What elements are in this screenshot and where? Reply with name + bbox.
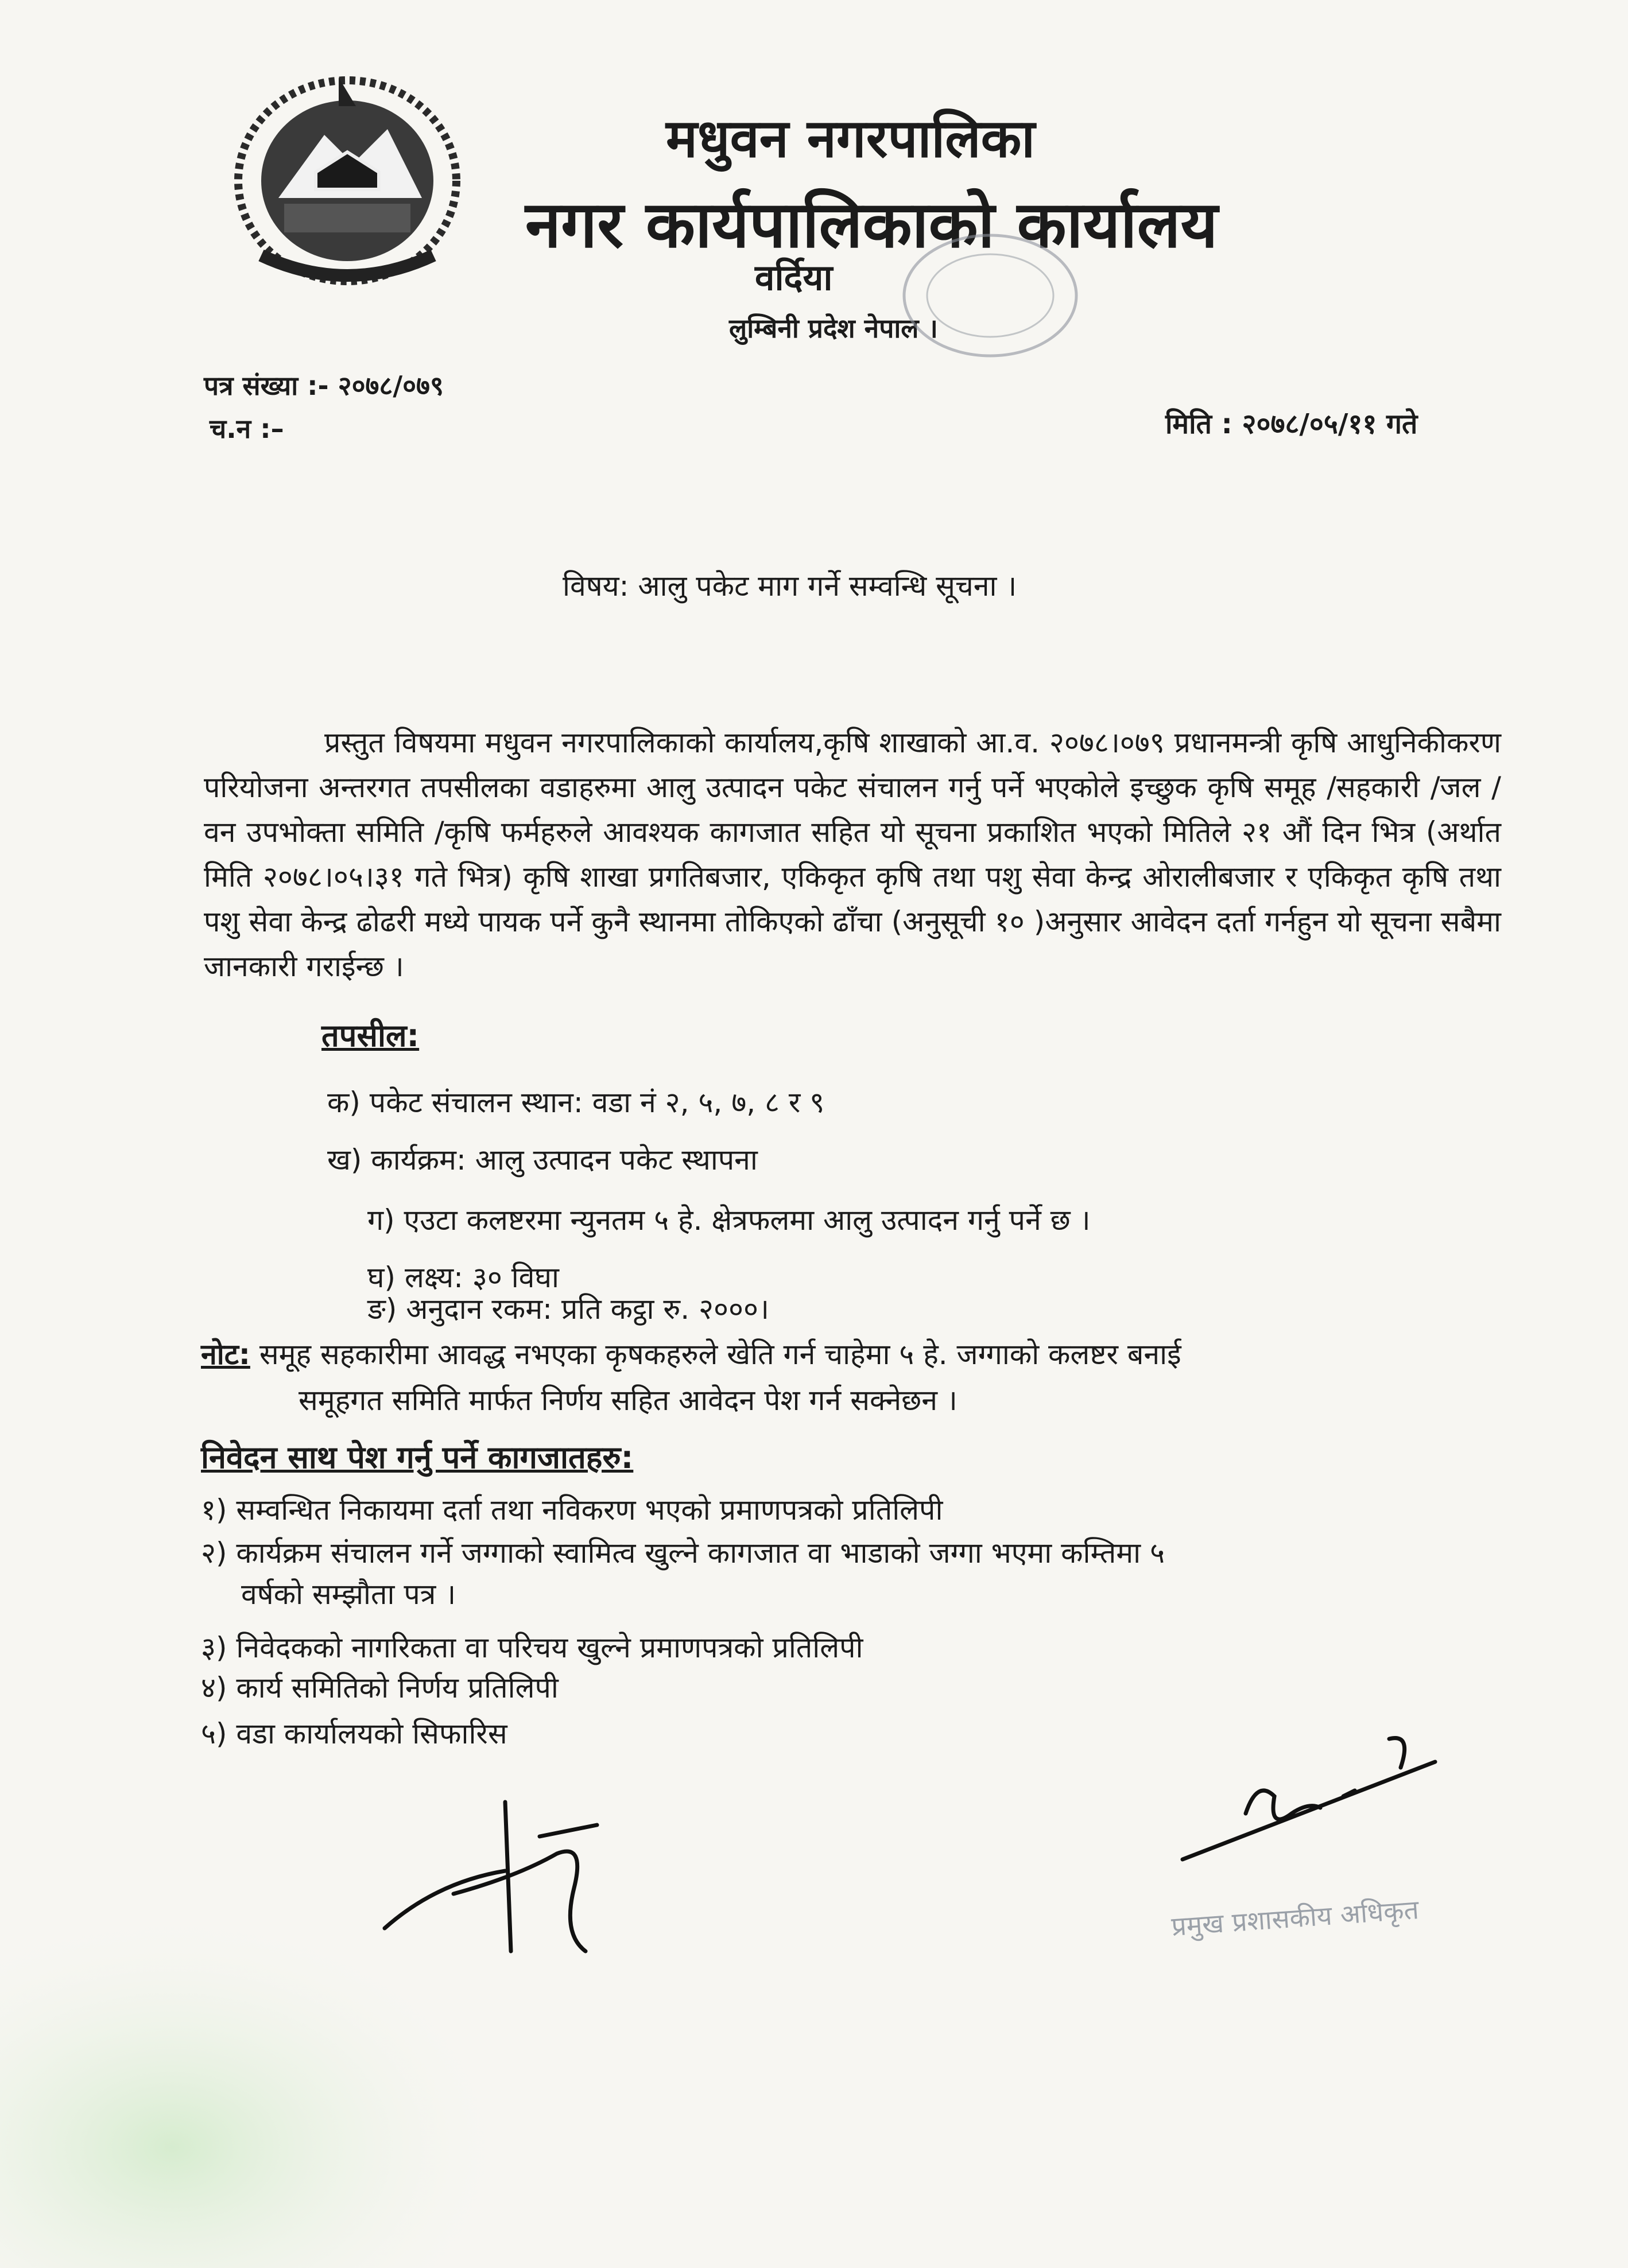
document-item xyxy=(201,1532,1504,1615)
signatory-caption: प्रमुख प्रशासकीय अधिकृत xyxy=(1170,1894,1420,1942)
details-heading: तपसील: xyxy=(321,1018,420,1054)
document-item: १) सम्वन्धित निकायमा दर्ता तथा नविकरण भएको प्रमाणपत्रको प्रतिलिपी xyxy=(201,1493,943,1527)
note-block xyxy=(201,1331,1504,1423)
note-line-2: समूहगत समिति मार्फत निर्णय सहित आवेदन पेश गर्न सक्नेछन । xyxy=(299,1384,958,1417)
document-item: ३) निवेदकको नागरिकता वा परिचय खुल्ने प्रमाणपत्रको प्रतिलिपी xyxy=(201,1631,863,1664)
note-line-1: समूह सहकारीमा आवद्ध नभएका कृषकहरुले खेति गर्न चाहेमा ५ हे. जग्गाको कलष्टर बनाई xyxy=(259,1338,1181,1371)
detail-item: घ) लक्ष्य: ३० विघा xyxy=(367,1261,559,1294)
municipality-name: मधुवन नगरपालिका xyxy=(666,108,1036,169)
detail-item: ङ) अनुदान रकम: प्रति कट्ठा रु. २०००। xyxy=(367,1292,769,1326)
office-name: नगर कार्यपालिकाको कार्यालय xyxy=(525,188,1218,262)
document-item-line: वर्षको सम्झौता पत्र । xyxy=(241,1578,456,1611)
document-item: ४) कार्य समितिको निर्णय प्रतिलिपी xyxy=(201,1671,559,1704)
nepal-emblem-icon xyxy=(215,66,479,296)
documents-heading: निवेदन साथ पेश गर्नु पर्ने कागजातहरु: xyxy=(201,1439,634,1475)
office-stamp-icon xyxy=(896,227,1085,364)
detail-item: ग) एउटा कलष्टरमा न्युनतम ५ हे. क्षेत्रफलमा आलु उत्पादन गर्नु पर्ने छ । xyxy=(367,1203,1091,1237)
district-name: वर्दिया xyxy=(755,257,833,298)
scan-stain-icon xyxy=(0,1865,574,2268)
letter-date: मिति : २०७८/०५/११ गते xyxy=(1165,408,1418,440)
document-item: ५) वडा कार्यालयको सिफारिस xyxy=(201,1717,507,1750)
dispatch-number: च.न :– xyxy=(210,413,284,444)
province-country: लुम्बिनी प्रदेश नेपाल । xyxy=(729,313,938,344)
detail-item: ख) कार्यक्रम: आलु उत्पादन पकेट स्थापना xyxy=(327,1143,758,1176)
note-label: नोट: xyxy=(201,1338,250,1371)
document-item-line: २) कार्यक्रम संचालन गर्ने जग्गाको स्वामित्व खुल्ने कागजात वा भाडाको जग्गा भएमा कम्तिमा ५ xyxy=(201,1536,1165,1570)
letter-number: पत्र संख्या :- २०७८/०७९ xyxy=(204,370,444,401)
subject-line: विषय: आलु पकेट माग गर्ने सम्वन्धि सूचना । xyxy=(563,569,1017,603)
detail-item: क) पकेट संचालन स्थान: वडा नं २, ५, ७, ८ र ९ xyxy=(327,1086,825,1119)
signature-right-icon xyxy=(1160,1716,1458,1888)
notice-body: प्रस्तुत विषयमा मधुवन नगरपालिकाको कार्यालय,कृषि शाखाको आ.व. २०७८।०७९ प्रधानमन्त्री कृषि आधुनिकीकरण परियोजना अन्तरगत तपसीलका वडाहरुमा आलु उत्पादन पकेट संचालन गर्नु पर्ने भएकोले इच्छुक कृषि समूह /सहकारी /जल /वन उपभोक्ता समिति /कृषि फर्महरुले आवश्यक कागजात सहित यो सूचना प्रकाशित भएको मितिले २१ औं दिन भित्र (अर्थात मिति २०७८।०५।३१ गते भित्र) कृषि शाखा प्रगतिबजार, एकिकृत कृषि तथा पशु सेवा केन्द्र ओरालीबजार र एकिकृत कृषि तथा पशु सेवा केन्द्र ढोढरी मध्ये पायक पर्ने कुनै स्थानमा तोकिएको ढाँचा (अनुसूची १० )अनुसार आवेदन दर्ता गर्नहुन यो सूचना सबैमा जानकारी गराईन्छ । xyxy=(204,726,1501,983)
